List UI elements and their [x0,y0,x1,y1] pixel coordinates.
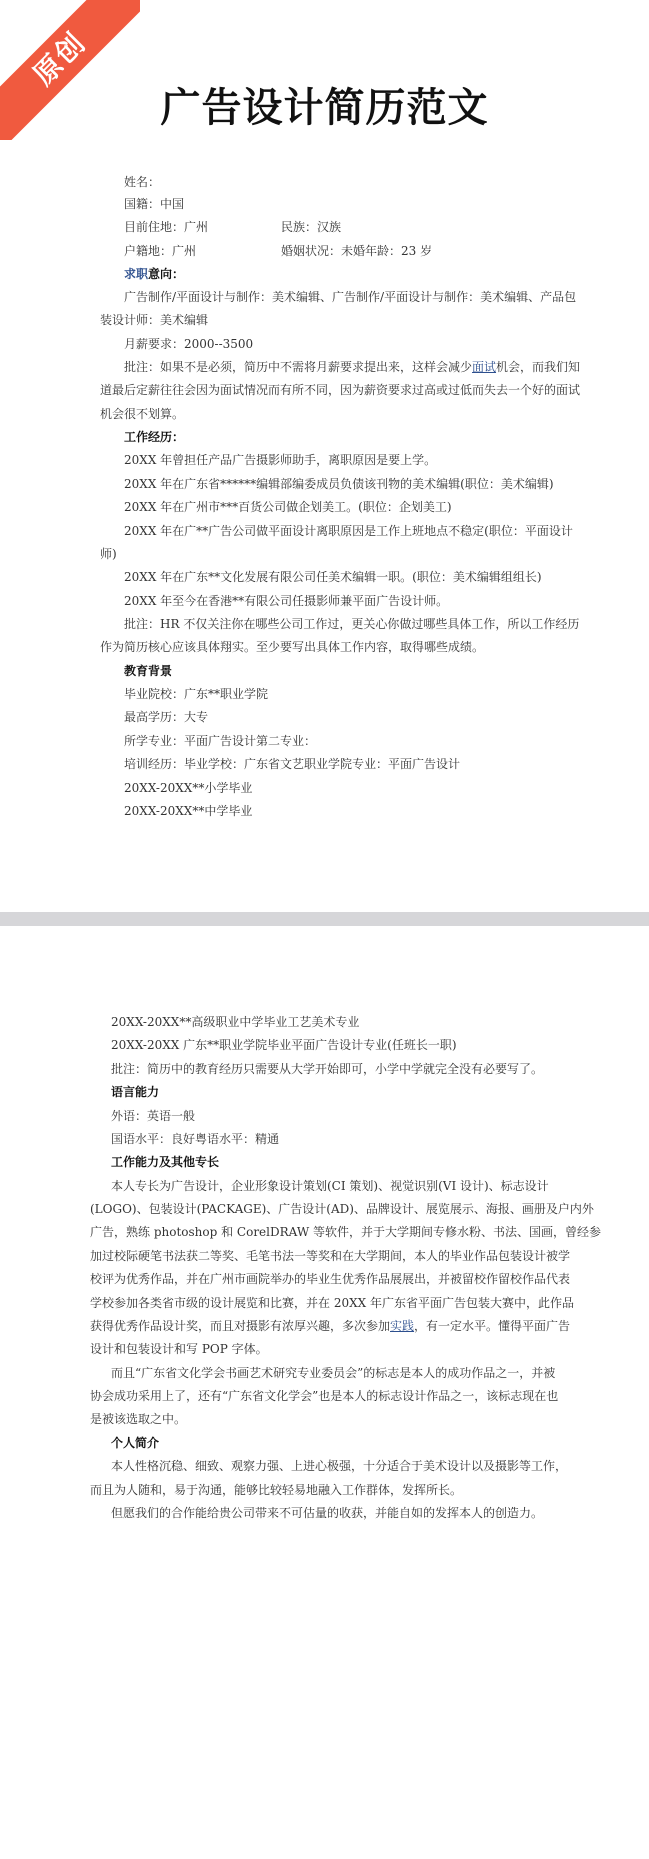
salary: 月薪要求：2000--3500 [124,337,254,351]
salary-note-line-3: 机会很不划算。 [100,407,185,421]
intent-heading: 求职意向： [124,267,185,281]
skills-line: 而且“广东省文化学会书画艺术研究专业委员会”的标志是本人的成功作品之一，并被 [111,1366,556,1380]
work-line: 20XX 年在广州市***百货公司做企划美工。(职位：企划美工) [124,500,452,514]
profile-line: 本人性格沉稳、细致、观察力强、上进心极强，十分适合于美术设计以及摄影等工作， [111,1459,568,1473]
foreign-language: 外语：英语一般 [111,1109,196,1123]
work-note-line-1: 批注：HR 不仅关注你在哪些公司工作过，更关心你做过哪些具体工作，所以工作经历 [124,617,580,631]
skills-heading: 工作能力及其他专长 [111,1155,220,1169]
mandarin-level: 国语水平：良好粤语水平：精通 [111,1132,280,1146]
work-line: 20XX 年在广东**文化发展有限公司任美术编辑一职。(职位：美术编辑组组长) [124,570,542,584]
skills-line: (LOGO)、包装设计(PACKAGE)、广告设计(AD)、品牌设计、展览展示、海报、画册及户内外 [90,1202,594,1216]
page-separator [0,912,649,926]
language-heading: 语言能力 [111,1085,160,1099]
skills-line: 设计和包装设计和写 POP 字体。 [90,1342,268,1356]
skills-line: 学校参加各类省市级的设计展览和比赛，并在 20XX 年广东省平面广告包装大赛中，此作品 [90,1296,574,1310]
page-2 [0,926,649,1859]
skills-line: 校评为优秀作品，并在广州市画院举办的毕业生优秀作品展展出，并被留校作留校作品代表 [90,1272,571,1286]
work-line: 20XX 年在广**广告公司做平面设计离职原因是工作上班地点不稳定(职位：平面设计 [124,524,573,538]
practice-link[interactable]: 实践 [390,1319,415,1333]
marital-age: 婚姻状况：未婚年龄：23 岁 [281,244,433,258]
work-heading: 工作经历： [124,430,185,444]
ethnicity: 民族：汉族 [281,220,342,234]
intent-line-1: 广告制作/平面设计与制作：美术编辑、广告制作/平面设计与制作：美术编辑、产品包 [124,290,577,304]
job-link[interactable]: 求职 [124,267,149,281]
residence: 目前住地：广州 [124,220,209,234]
nationality: 国籍：中国 [124,197,185,211]
degree: 最高学历：大专 [124,710,209,724]
profile-heading: 个人简介 [111,1436,160,1450]
original-badge-text: 原创 [0,0,140,140]
work-line: 师) [100,547,117,561]
skills-line: 广告，熟练 photoshop 和 CorelDRAW 等软件，并于大学期间专修水粉、书法、国画，曾经参 [90,1225,601,1239]
skills-line: 获得优秀作品设计奖，而且对摄影有浓厚兴趣，多次参加实践，有一定水平。懂得平面广告 [90,1319,571,1333]
skills-line: 加过校际硬笔书法获二等奖、毛笔书法一等奖和在大学期间，本人的毕业作品包装设计被学 [90,1249,571,1263]
work-line: 20XX 年至今在香港**有限公司任摄影师兼平面广告设计师。 [124,594,449,608]
training: 培训经历：毕业学校：广东省文艺职业学院专业：平面广告设计 [124,757,461,771]
education-note: 批注：简历中的教育经历只需要从大学开始即可，小学中学就完全没有必要写了。 [111,1062,544,1076]
hukou: 户籍地：广州 [124,244,197,258]
name-label: 姓名： [124,175,161,189]
education-entry: 20XX-20XX**小学毕业 [124,781,253,795]
skills-line: 是被该选取之中。 [90,1412,187,1426]
interview-link[interactable]: 面试 [472,360,497,374]
major: 所学专业：平面广告设计第二专业： [124,734,317,748]
page-1 [0,0,649,912]
salary-note-line-1: 批注：如果不是必须，简历中不需将月薪要求提出来，这样会减少面试机会，而我们知 [124,360,581,374]
profile-line: 但愿我们的合作能给贵公司带来不可估量的收获，并能自如的发挥本人的创造力。 [111,1506,544,1520]
education-heading: 教育背景 [124,664,173,678]
skills-line: 协会成功采用上了，还有“广东省文化学会”也是本人的标志设计作品之一，该标志现在也 [90,1389,559,1403]
work-line: 20XX 年在广东省******编辑部编委成员负债该刊物的美术编辑(职位：美术编辑) [124,477,554,491]
page-title: 广告设计简历范文 [160,85,489,131]
work-line: 20XX 年曾担任产品广告摄影师助手，离职原因是要上学。 [124,453,437,467]
school: 毕业院校：广东**职业学院 [124,687,269,701]
skills-line: 本人专长为广告设计，企业形象设计策划(CI 策划)、视觉识别(VI 设计)、标志设计 [111,1179,549,1193]
work-note-line-2: 作为简历核心应该具体翔实。至少要写出具体工作内容，取得哪些成绩。 [100,640,485,654]
salary-note-line-2: 道最后定薪往往会因为面试情况而有所不同，因为薪资要求过高或过低而失去一个好的面试 [100,383,581,397]
intent-line-2: 装设计师：美术编辑 [100,313,209,327]
profile-line: 而且为人随和，易于沟通，能够比较轻易地融入工作群体，发挥所长。 [90,1483,463,1497]
education-entry: 20XX-20XX**高级职业中学毕业工艺美术专业 [111,1015,360,1029]
education-entry: 20XX-20XX**中学毕业 [124,804,253,818]
education-entry: 20XX-20XX 广东**职业学院毕业平面广告设计专业(任班长一职) [111,1038,457,1052]
